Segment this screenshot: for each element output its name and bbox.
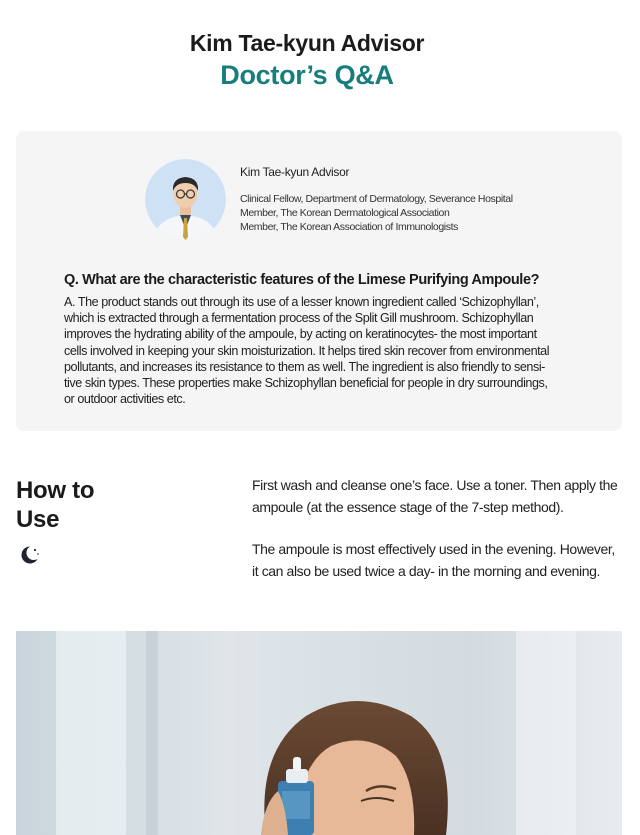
how-to-use-title-line: How to bbox=[16, 477, 95, 504]
how-to-use-title bbox=[16, 476, 94, 534]
how-to-use-title-line: Use bbox=[16, 506, 60, 533]
question-text: Q. What are the characteristic features of the Limese Purifying Ampoule? bbox=[64, 272, 540, 288]
answer-line: tive skin types. These properties make Schizophyllan beneficial for people in dry surroundings, bbox=[64, 376, 548, 391]
instruction-line: The ampoule is most effectively used in the evening. However, bbox=[252, 541, 615, 557]
answer-text bbox=[64, 294, 584, 407]
answer-line: which is extracted through a fermentation process of the Split Gill mushroom. Schizophyllan bbox=[64, 311, 534, 326]
instruction-line: it can also be used twice a day- in the morning and evening. bbox=[252, 562, 601, 579]
moon-stars-icon bbox=[18, 544, 40, 566]
answer-line: or outdoor activities etc. bbox=[64, 392, 186, 407]
answer-line: cells involved in keeping your skin moisturization. It helps tired skin recover from environmental bbox=[64, 343, 550, 358]
credential-item: Member, The Korean Dermatological Association bbox=[240, 207, 450, 219]
instruction-paragraph bbox=[252, 475, 627, 518]
section-title: Doctor’s Q&A bbox=[220, 60, 394, 90]
answer-line: pollutants, and increases its resistance to them as well. The ingredient is also friendly to sensi- bbox=[64, 359, 545, 374]
advisor-avatar bbox=[145, 159, 226, 240]
instruction-paragraph bbox=[252, 539, 627, 582]
advisor-name: Kim Tae-kyun Advisor bbox=[240, 165, 350, 179]
advisor-portrait-icon bbox=[145, 159, 226, 240]
instruction-line: ampoule (at the essence stage of the 7-step method). bbox=[252, 498, 564, 515]
qa-card bbox=[16, 131, 622, 431]
answer-line: improves the hydrating ability of the ampoule, by acting on keratinocytes- the most important bbox=[64, 327, 537, 342]
advisor-title: Kim Tae-kyun Advisor bbox=[189, 30, 425, 56]
instruction-line: First wash and cleanse one’s face. Use a toner. Then apply the bbox=[252, 477, 618, 493]
answer-line: A. The product stands out through its use of a lesser known ingredient called ‘Schizophyllan’, bbox=[64, 295, 539, 309]
credential-item: Member, The Korean Association of Immunologists bbox=[240, 221, 458, 233]
credential-item: Clinical Fellow, Department of Dermatology, Severance Hospital bbox=[240, 193, 513, 205]
product-usage-photo bbox=[16, 631, 622, 835]
